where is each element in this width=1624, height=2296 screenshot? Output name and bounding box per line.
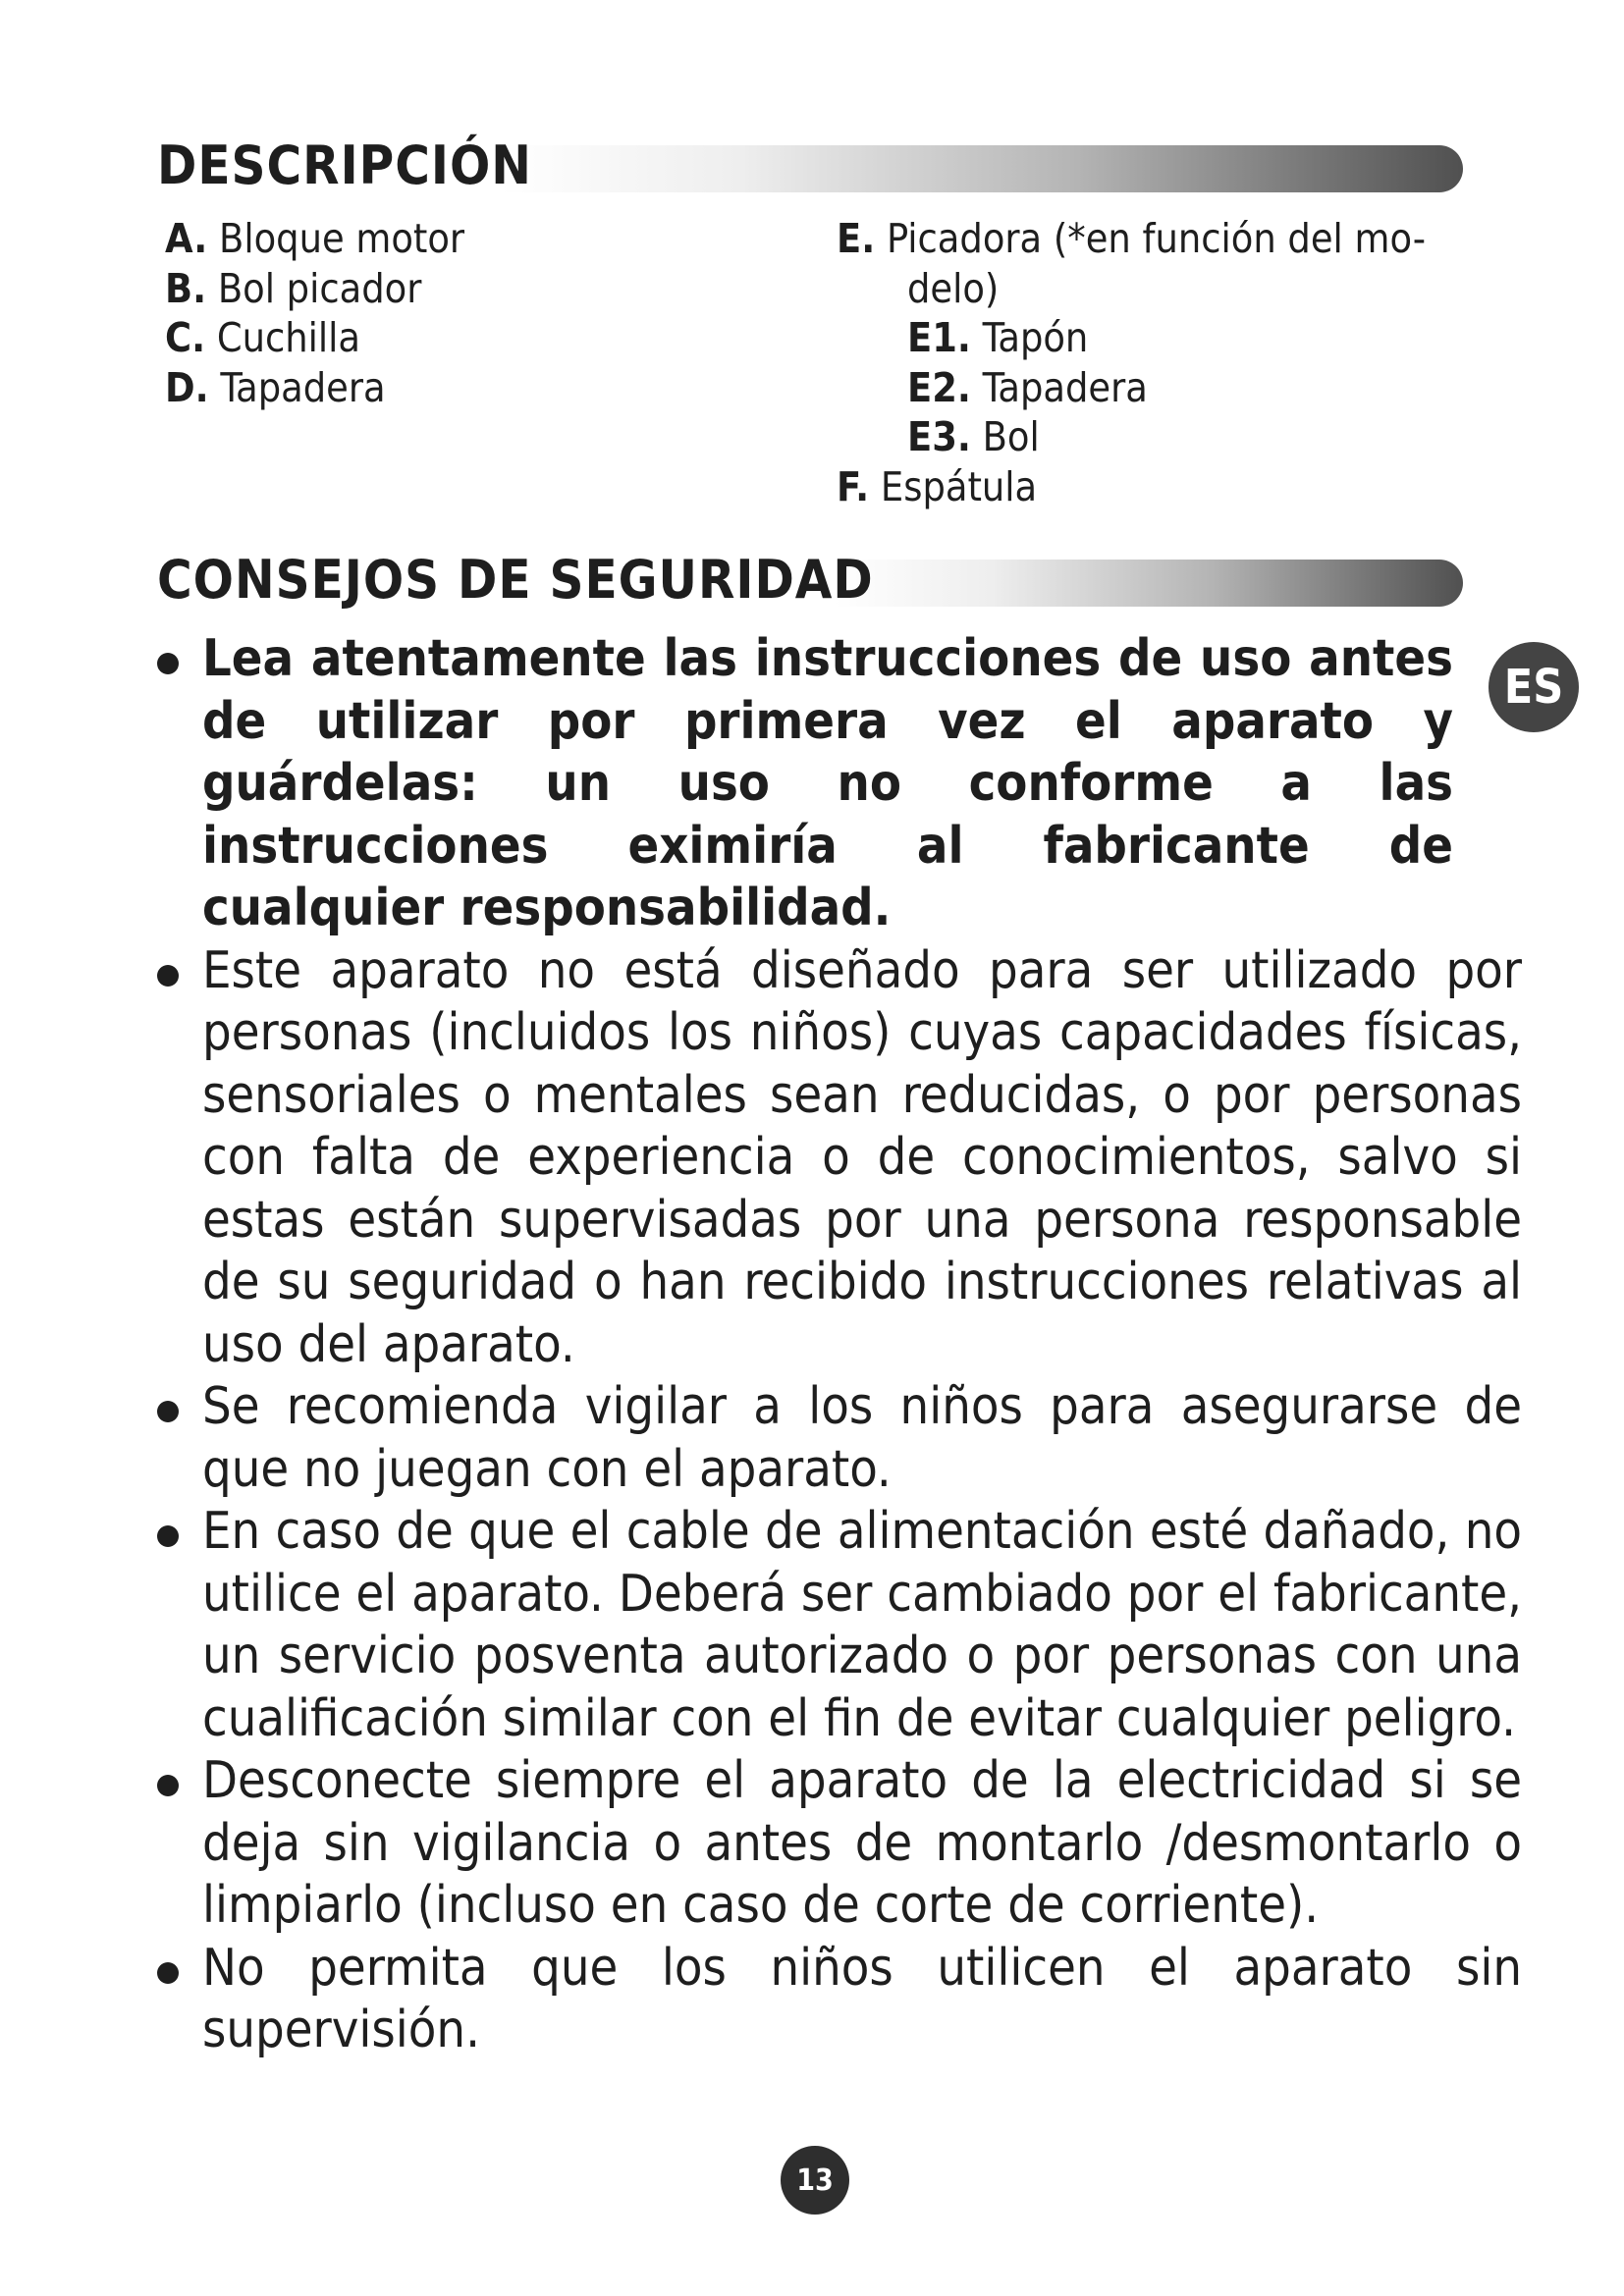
bullet-dot-icon [157,1525,179,1547]
list-item: E. Picadora (*en función del mo- [837,215,1427,262]
language-badge: ES [1489,642,1579,732]
header-gradient-bar [835,560,1463,607]
list-item: F. Espátula [837,462,1038,510]
bullet-dot-icon [157,653,179,674]
list-item: E3. Bol [907,413,1040,460]
list-item: Se recomienda vigilar a los niños para asegurarse de que no juegan con el aparato. [157,1376,1522,1501]
descripcion-header [157,134,1463,196]
section-title-consejos: CONSEJOS DE SEGURIDAD [157,549,874,611]
bullet-dot-icon [157,1401,179,1422]
list-item: Este aparato no está diseñado para ser utilizado por personas (incluidos los niños) cuyas capacidades físicas, sensoriales o mentales sean reducidas, o por personas con falta de experiencia o de conocimientos, salvo si estas están supervisadas por una persona responsable de su seguridad o han recibido instrucciones relativas al uso del aparato. [157,940,1522,1377]
bullet-dot-icon [157,1962,179,1984]
list-item: Desconecte siempre el aparato de la electricidad si se deja sin vigilancia o antes de montarlo /desmontarlo o limpiarlo (incluso en caso de corte de corriente). [157,1750,1522,1938]
descripcion-list-left [165,214,464,412]
bullet-dot-icon [157,1775,179,1796]
header-gradient-bar [501,145,1463,192]
list-item: Lea atentamente las instrucciones de uso antes de utilizar por primera vez el aparato y guárdelas: un uso no conforme a las instrucciones eximiría al fabricante de cualquier responsabilidad. [157,628,1522,940]
list-item: No permita que los niños utilicen el aparato sin supervisión. [157,1938,1522,2062]
list-item: C. Cuchilla [165,314,360,361]
list-item: En caso de que el cable de alimentación esté dañado, no utilice el aparato. Deberá ser cambiado por el fabricante, un servicio posventa autorizado o por personas con una cualificación similar con el fin de evitar cualquier peligro. [157,1501,1522,1750]
list-item: B. Bol picador [165,264,422,312]
list-item: D. Tapadera [165,363,386,411]
list-item: A. Bloque motor [165,215,465,262]
page-number: 13 [781,2146,849,2215]
list-item: E2. Tapadera [907,363,1148,411]
section-title-descripcion: DESCRIPCIÓN [157,134,532,196]
bullet-dot-icon [157,965,179,987]
safety-bullet-list [157,628,1522,2062]
descripcion-list-right [837,214,1426,511]
consejos-header [157,549,1463,611]
list-item: delo) [907,264,1000,312]
list-item: E1. Tapón [907,314,1089,361]
